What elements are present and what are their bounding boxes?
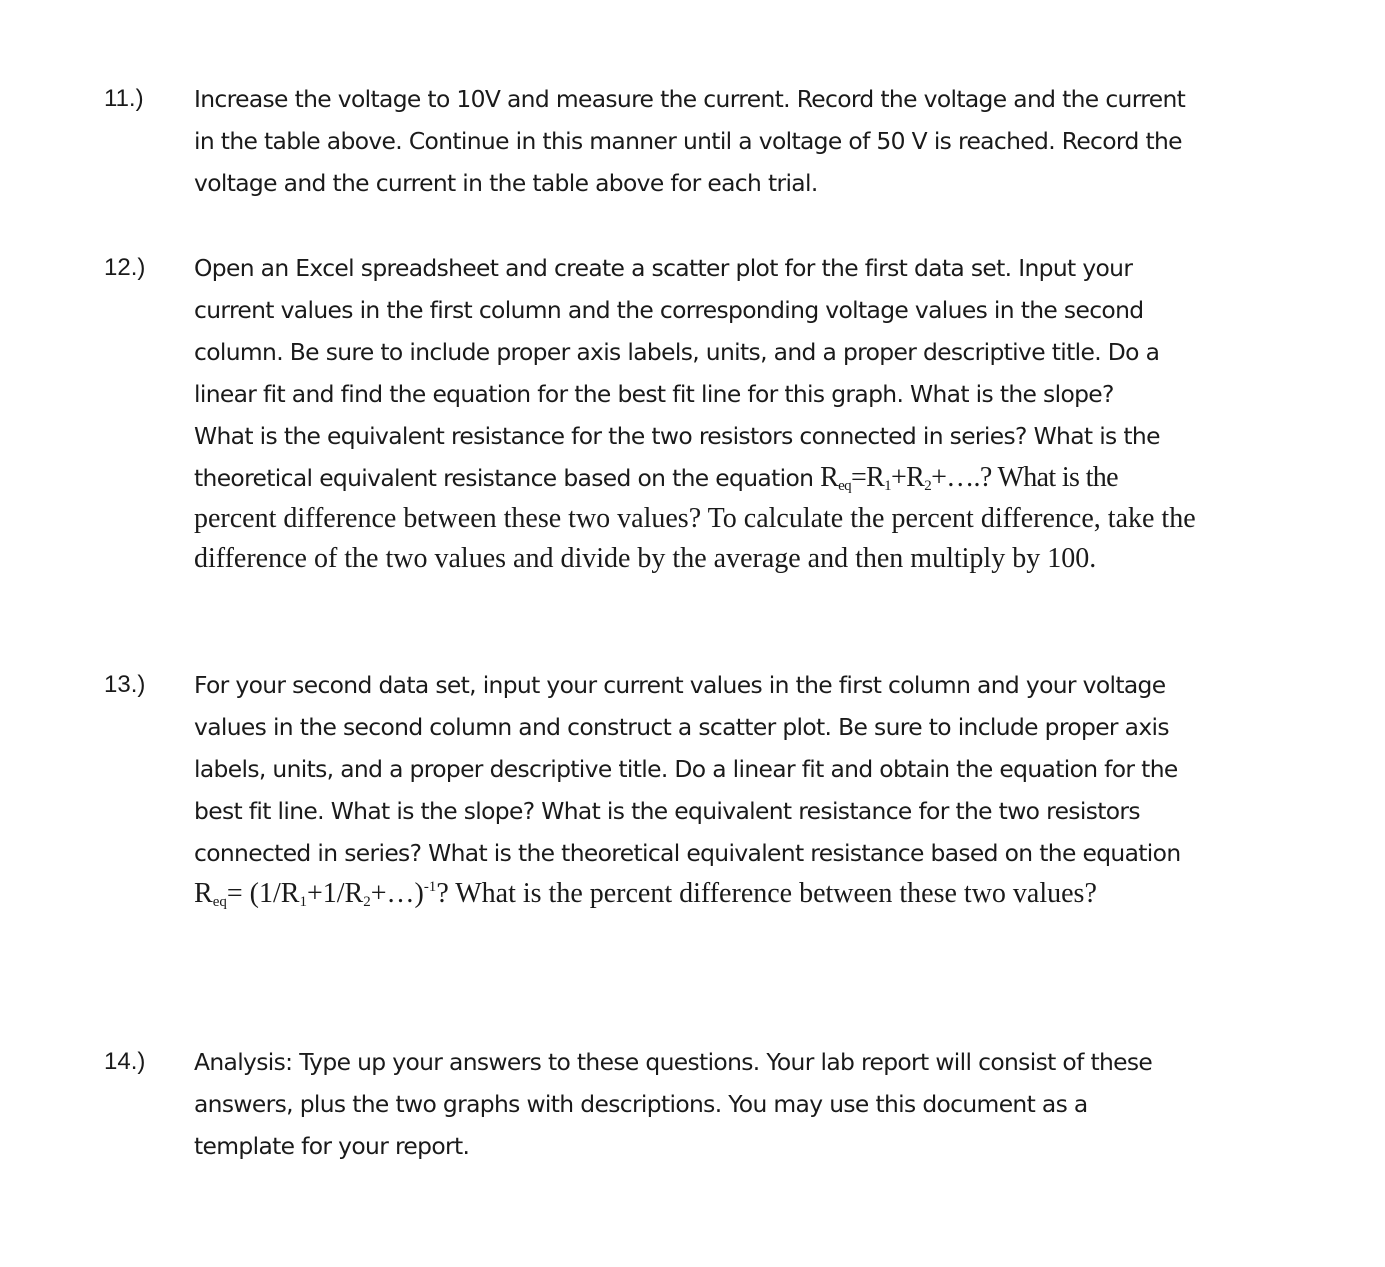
text-line: in the table above. Continue in this manner until a voltage of 50 V is reached. Record the (194, 127, 1182, 155)
text-line: template for your report. (194, 1132, 470, 1160)
step-text (194, 1041, 1284, 1167)
text-line: For your second data set, input your current values in the first column and your voltage (194, 671, 1166, 699)
text-line: voltage and the current in the table above for each trial. (194, 169, 818, 197)
step-number: 11.) (104, 85, 144, 112)
equation-prefix: theoretical equivalent resistance based on the equation (194, 464, 821, 492)
step-text (194, 247, 1284, 579)
text-line: best fit line. What is the slope? What is the equivalent resistance for the two resistors (194, 797, 1140, 825)
text-line: column. Be sure to include proper axis labels, units, and a proper descriptive title. Do a (194, 338, 1160, 366)
step-number: 14.) (104, 1048, 146, 1075)
equation: $R_{eq}=R_1+R_2+\dots$.? What is the (820, 462, 1118, 494)
text-line: Increase the voltage to 10V and measure the current. Record the voltage and the current (194, 85, 1186, 113)
text-line: What is the equivalent resistance for the two resistors connected in series? What is the (194, 422, 1160, 450)
text-line: Analysis: Type up your answers to these questions. Your lab report will consist of these (194, 1048, 1153, 1076)
equation-line (194, 457, 1284, 499)
step-text (194, 78, 1284, 204)
step-text (194, 664, 1284, 914)
text-line: percent difference between these two values? To calculate the percent difference, take the (194, 503, 1196, 534)
text-line: answers, plus the two graphs with descriptions. You may use this document as a (194, 1090, 1088, 1118)
step-number: 12.) (104, 254, 146, 281)
equation-line: $R_{eq}=$ $(1/R_1+1/R_2+\dots)^{-1}$? What is the percent difference between these two values? (194, 878, 1097, 910)
step-number: 13.) (104, 671, 146, 698)
text-line: labels, units, and a proper descriptive title. Do a linear fit and obtain the equation for the (194, 755, 1178, 783)
text-line: Open an Excel spreadsheet and create a scatter plot for the first data set. Input your (194, 254, 1133, 282)
text-line: connected in series? What is the theoretical equivalent resistance based on the equation (194, 839, 1181, 867)
text-line: difference of the two values and divide by the average and then multiply by 100. (194, 543, 1097, 574)
text-line: values in the second column and construct a scatter plot. Be sure to include proper axis (194, 713, 1169, 741)
text-line: linear fit and find the equation for the best fit line for this graph. What is the slope? (194, 380, 1114, 408)
text-line: current values in the first column and the corresponding voltage values in the second (194, 296, 1144, 324)
